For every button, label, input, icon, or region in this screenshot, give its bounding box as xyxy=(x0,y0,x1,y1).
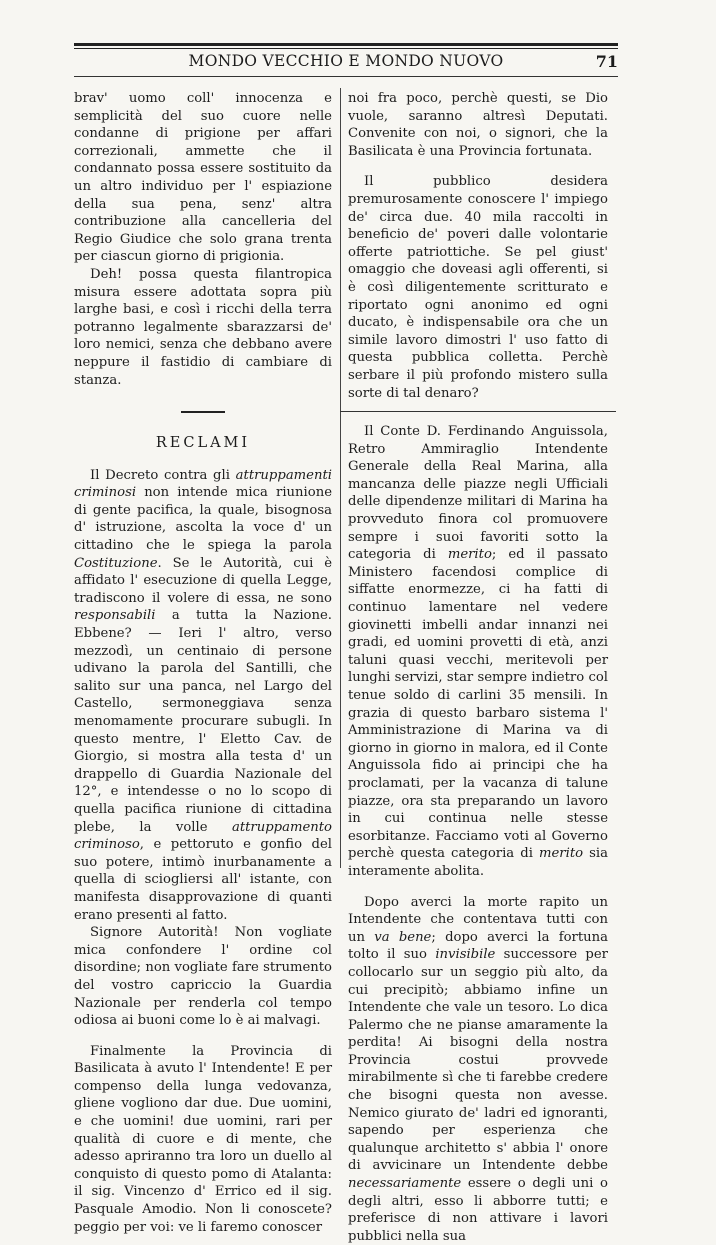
paragraph: Deh! possa questa filantropica misura essere adottata sopra più larghe basi, e così i ricchi della terra potranno legalmente sbarazzarsi de' loro nemici, senza che debbano avere neppure il fastidio di cambiare di stanza. xyxy=(74,266,332,388)
column-divider xyxy=(340,88,341,868)
paragraph: Dopo averci la morte rapito un Intendente che contentava tutti con un va bene; dopo averci la fortuna tolto il suo invisibile successore per collocarlo sur un seggio più alto, da cui precipitò; abbiamo infine un Intendente che vale un tesoro. Lo dica Palermo che ne pianse amaramente la perdita! Ai bisogni della nostra Provincia costui provvede mirabilmente sì che ti farebbe credere che bisogni questa non avesse. Nemico giurato de' ladri ed ignoranti, sapendo per esperienza che qualunque architetto s' abbia l' onore di avvicinare un Intendente debbe necessariamente essere o degli uni o degli altri, esso li abborre tutti; e preferisce di non attivare i lavori pubblici nella sua xyxy=(348,894,608,1244)
left-column xyxy=(74,90,332,1236)
header-bottom-rule xyxy=(74,76,618,77)
right-column xyxy=(348,90,608,1245)
running-title: MONDO VECCHIO E MONDO NUOVO xyxy=(188,52,504,70)
page-number: 71 xyxy=(595,52,618,71)
header-rule-thick xyxy=(74,43,618,46)
paragraph: Il Conte D. Ferdinando Anguissola, Retro Ammiraglio Intendente Generale della Real Marina, alla mancanza delle piazze negli Ufficiali delle dipendenze militari di Marina ha provveduto finora col promuovere sempre i suoi favoriti sotto la categoria di merito; ed il passato Ministero facendosi complice di siffatte enormezze, ci ha fatti di continuo lamentare nel vedere giovinetti imbelli andar innanzi nei gradi, ed uomini provetti di età, anzi taluni quasi vecchi, meritevoli per lunghi servizi, star sempre indietro col tenue soldo di carlini 35 mensili. In grazia di questo barbaro sistema l' Amministrazione di Marina va di giorno in giorno in malora, ed il Conte Anguissola fido ai principi che ha proclamati, per la vacanza di talune piazze, ora sta preparando un lavoro in cui continua nelle stesse esorbitanze. Facciamo voti al Governo perchè questa categoria di merito sia interamente abolita. xyxy=(348,424,608,879)
page-header xyxy=(74,52,618,76)
paragraph: noi fra poco, perchè questi, se Dio vuole, saranno altresì Deputati. Convenite con noi, o signori, che la Basilicata è una Provincia fortunata. xyxy=(348,91,608,159)
header-rule-thin xyxy=(74,48,618,49)
section-title: RECLAMI xyxy=(155,435,251,452)
section-divider xyxy=(181,411,225,413)
separator-rule xyxy=(340,411,616,412)
paragraph: Il pubblico desidera premurosamente conoscere l' impiego de' circa due. 40 mila raccolti in beneficio de' poveri dalle volontarie offerte patriottiche. Se pel giust' omaggio che doveasi agli offerenti, si è così diligentemente scritturato e riportato ogni anonimo ed ogni ducato, è indispensabile ora che un simile lavoro dimostri l' uso fatto di questa pubblica colletta. Perchè serbare il più profondo mistero sulla sorte di tal denaro? xyxy=(348,174,608,401)
paragraph: Signore Autorità! Non vogliate mica confondere l' ordine col disordine; non vogliate fare strumento del vostro capriccio la Guardia Nazionale per renderla col tempo odiosa ai buoni come lo è ai malvagi. xyxy=(74,925,332,1029)
paragraph: brav' uomo coll' innocenza e semplicità del suo cuore nelle condanne di prigione per affari correzionali, ammette che il condannato possa essere sostituito da un altro individuo per l' espiazione della sua pena, senz' altra contribuzione alla cancelleria del Regio Giudice che solo grana trenta per ciascun giorno di prigionia. xyxy=(74,91,332,265)
paragraph: Finalmente la Provincia di Basilicata à avuto l' Intendente! E per compenso della lunga vedovanza, gliene vogliono dar due. Due uomini, e che uomini! due uomini, rari per qualità di cuore e di mente, che adesso apriranno tra loro un duello al conquisto di questo pomo di Atalanta: il sig. Vincenzo d' Errico ed il sig. Pasquale Amodio. Non li conoscete? peggio per voi: ve li faremo conoscer xyxy=(74,1043,332,1235)
paragraph: Il Decreto contra gli attruppamenti criminosi non intende mica riunione di gente pacifica, la quale, bisognosa d' istruzione, ascolta la voce d' un cittadino che le spiega la parola Costituzione. Se le Autorità, cui è affidato l' esecuzione di quella Legge, tradiscono il volere di essa, ne sono responsabili a tutta la Nazione. Ebbene? — Ieri l' altro, verso mezzodì, un centinaio di persone udivano la parola del Santilli, che salito sur una panca, nel Largo del Castello, sermoneggiava senza menomamente procurare subugli. In questo mentre, l' Eletto Cav. de Giorgio, si mostra alla testa d' un drappello di Guardia Nazionale del 12°, e intendesse o no lo scopo di quella pacifica riunione di cittadina plebe, la volle attruppamento criminoso, e pettoruto e gonfio del suo potere, intimò inurbanamente a quella di sciogliersi all' istante, con manifesta disapprovazione di quanti erano presenti al fatto. xyxy=(74,467,332,923)
